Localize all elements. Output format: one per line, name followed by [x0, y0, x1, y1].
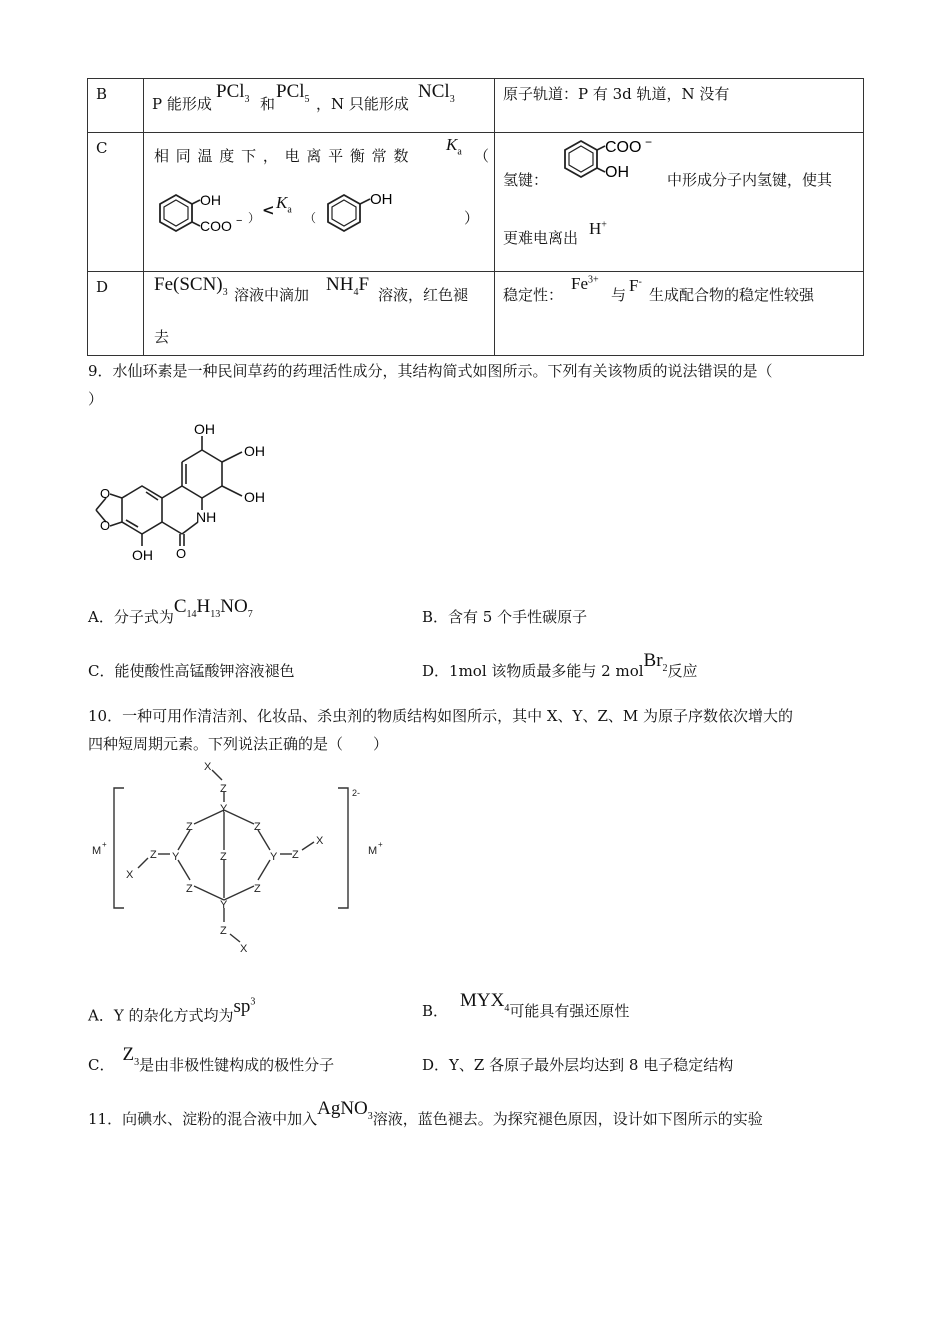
anion-structure: [86, 758, 396, 958]
row-letter: B: [96, 85, 108, 103]
svg-text:−: −: [236, 215, 243, 227]
svg-text:O: O: [176, 546, 187, 561]
q9-option-d: D．1mol 该物质最多能与 2 molBr$_2$反应: [422, 650, 698, 680]
svg-text:2-: 2-: [352, 788, 361, 798]
svg-text:Z: Z: [150, 849, 157, 861]
svg-text:O: O: [100, 518, 111, 533]
q10-stem-line2: 四种短周期元素。下列说法正确的是（ ）: [88, 735, 389, 753]
svg-text:OH: OH: [605, 164, 629, 181]
svg-text:X: X: [240, 943, 248, 955]
svg-text:M: M: [92, 845, 102, 857]
q9-stem-close: ）: [88, 390, 104, 408]
row-letter: D: [96, 278, 109, 296]
q9-stem: 9．水仙环素是一种民间草药的药理活性成分，其结构简式如图所示。下列有关该物质的说法错误的是（: [88, 362, 773, 380]
q9-option-a: A．分子式为$C_{14}H_{13}NO_7$: [88, 596, 253, 626]
svg-text:OH: OH: [194, 421, 215, 437]
q10-option-d: D．Y、Z 各原子最外层均达到 8 电子稳定结构: [422, 1056, 734, 1074]
svg-text:OH: OH: [132, 547, 153, 563]
narciclasine-structure: [84, 418, 284, 568]
svg-text:OH: OH: [200, 192, 221, 208]
svg-text:X: X: [316, 835, 324, 847]
comparison-table: [87, 78, 864, 356]
q10-stem: 10．一种可用作清洁剂、化妆品、杀虫剂的物质结构如图所示，其中 X、Y、Z、M 为原子序数依次增大的: [88, 707, 793, 725]
svg-text:Z: Z: [220, 925, 227, 937]
svg-text:Z: Z: [220, 851, 227, 863]
svg-text:OH: OH: [244, 489, 265, 505]
svg-text:X: X: [126, 869, 134, 881]
q9-option-b: B．含有 5 个手性碳原子: [422, 608, 588, 626]
svg-text:+: +: [102, 840, 107, 849]
table-row: [88, 133, 864, 272]
row-fact: 相 同 温 度 下 ， 电 离 平 衡 常 数 $K_a$ （ OH COO − ） < $K_a$ （ OH ）: [144, 133, 494, 270]
svg-text:OH: OH: [244, 443, 265, 459]
svg-text:Z: Z: [254, 821, 261, 833]
salicylate-structure: [152, 191, 252, 241]
q10-option-c: C． $Z_3$是由非极性键构成的极性分子: [88, 1044, 335, 1074]
table-row: [88, 79, 864, 133]
svg-text:OH: OH: [370, 191, 393, 208]
phenol-structure: [320, 189, 420, 239]
svg-text:Y: Y: [220, 899, 228, 911]
svg-text:Z: Z: [186, 821, 193, 833]
q11-stem: 11．向碘水、淀粉的混合液中加入AgNO$_3$溶液，蓝色褪去。为探究褪色原因，设计如下图所示的实验: [88, 1098, 763, 1128]
svg-text:Y: Y: [220, 803, 228, 815]
svg-text:COO: COO: [605, 139, 642, 156]
svg-text:M: M: [368, 845, 378, 857]
row-explain: 原子轨道：P 有 3d 轨道，N 没有: [503, 85, 730, 103]
svg-text:Y: Y: [270, 851, 278, 863]
row-fact: P 能形成 PCl$_3$ 和 PCl$_5$ ，N 只能形成 NCl$_3$: [152, 81, 455, 113]
q10-option-a: A．Y 的杂化方式均为$sp^3$: [88, 996, 256, 1025]
svg-text:Z: Z: [292, 849, 299, 861]
svg-text:Z: Z: [186, 883, 193, 895]
q9-option-c: C．能使酸性高锰酸钾溶液褪色: [88, 662, 295, 680]
row-fact: $Fe(SCN)_3$ 溶液中滴加 $NH_4F$ 溶液，红色褪 去: [154, 274, 469, 346]
salicylate-hbond-structure: [557, 137, 667, 187]
svg-text:−: −: [645, 137, 653, 149]
row-explain: 稳定性： $Fe^{3+}$ 与 F- 生成配合物的稳定性较强: [503, 274, 815, 304]
q10-option-b: B． $MYX_4$可能具有强还原性: [422, 990, 630, 1020]
table-row: [88, 272, 864, 356]
svg-text:Y: Y: [172, 851, 180, 863]
svg-text:X: X: [204, 761, 212, 773]
row-explain: 氢键： COO − OH 中形成分子内氢键，使其 更难电离出 H+: [503, 137, 833, 247]
svg-text:+: +: [378, 840, 383, 849]
svg-text:O: O: [100, 486, 111, 501]
row-letter: C: [96, 139, 108, 157]
svg-text:NH: NH: [196, 509, 217, 525]
svg-text:Z: Z: [220, 783, 227, 795]
svg-text:COO: COO: [200, 218, 232, 234]
svg-text:Z: Z: [254, 883, 261, 895]
